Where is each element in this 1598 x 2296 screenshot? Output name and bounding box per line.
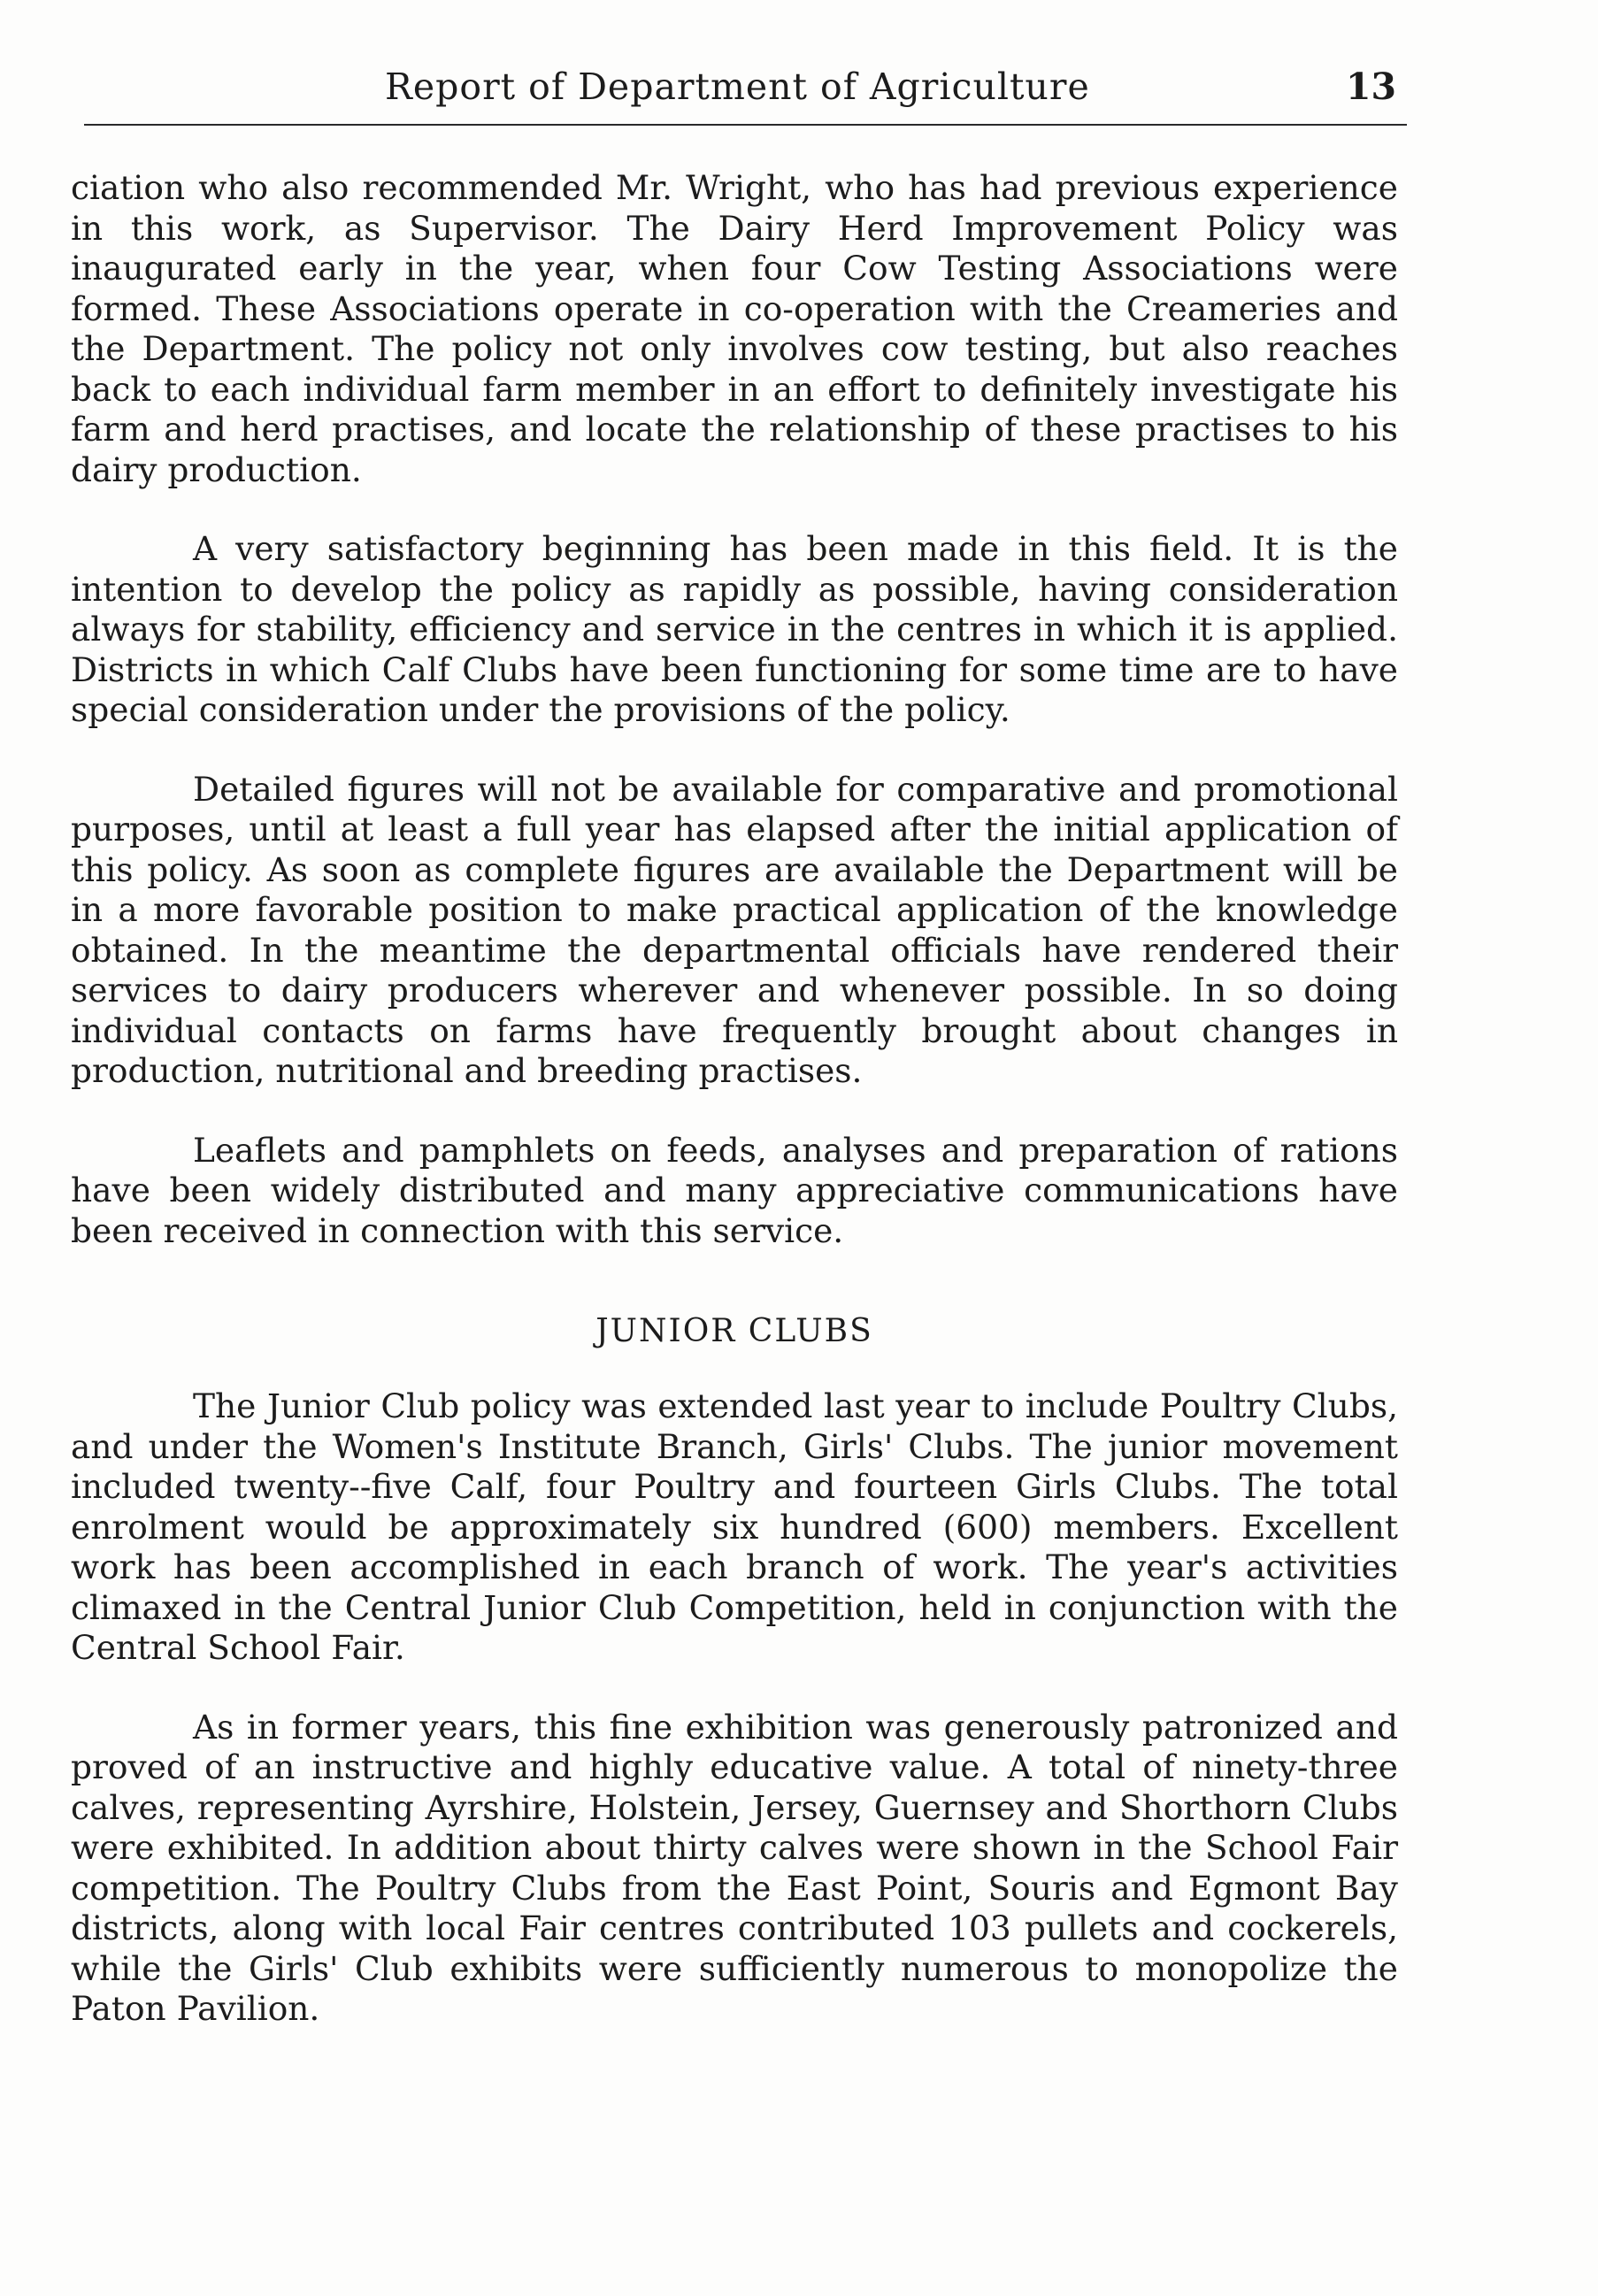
- section-heading: JUNIOR CLUBS: [595, 1313, 873, 1349]
- paragraph: As in former years, this fine exhibition was generously patronized and proved of an instructive and highly educative value. A total of ninety-three calves, representing Ayrshire, Holstein, Jersey, Guernsey and Shorthorn Clubs were exhibited. In addition about thirty calves were shown in the School Fair competition. The Poultry Clubs from the East Point, Souris and Egmont Bay districts, along with local Fair centres contributed 103 pullets and cockerels, while the Girls' Club exhibits were sufficiently numerous to monopolize the Paton Pavilion.: [71, 1707, 1398, 2028]
- paragraph: The Junior Club policy was extended last year to include Poultry Clubs, and under the Women's Institute Branch, Girls' Clubs. The junior movement included twenty--five Calf, four Poultry and fourteen Girls Clubs. The total enrolment would be approximately six hundred (600) members. Excellent work has been accomplished in each branch of work. The year's activities climaxed in the Central Junior Club Competition, held in conjunction with the Central School Fair.: [71, 1386, 1398, 1667]
- paragraph: A very satisfactory beginning has been made in this field. It is the intention to develop the policy as rapidly as possible, having consideration always for stability, efficiency and service in the centres in which it is applied. Districts in which Calf Clubs have been functioning for some time are to have special consideration under the provisions of the policy.: [71, 529, 1398, 729]
- body-text: [71, 168, 1398, 2069]
- paragraph-continuation: ciation who also recommended Mr. Wright, who has had previous experience in this work, as Supervisor. The Dairy Herd Improvement Policy was inaugurated early in the year, when four Cow Testing Associations were formed. These Associations operate in co-operation with the Creameries and the Department. The policy not only involves cow testing, but also reaches back to each individual farm member in an effort to definitely investigate his farm and herd practises, and locate the relationship of these practises to his dairy production.: [71, 168, 1398, 489]
- paragraph: Detailed figures will not be available for comparative and promotional purposes, until at least a full year has elapsed after the initial application of this policy. As soon as complete figures are available the Department will be in a more favorable position to make practical application of the knowledge obtained. In the meantime the departmental officials have rendered their services to dairy producers wherever and whenever possible. In so doing individual contacts on farms have frequently brought about changes in production, nutritional and breeding practises.: [71, 769, 1398, 1090]
- paragraph: Leaflets and pamphlets on feeds, analyses and preparation of rations have been widely distributed and many appreciative communications have been received in connection with this service.: [71, 1130, 1398, 1250]
- header-title: Report of Department of Agriculture: [385, 65, 1090, 108]
- page-number: 13: [1345, 65, 1396, 108]
- running-header: [84, 62, 1407, 126]
